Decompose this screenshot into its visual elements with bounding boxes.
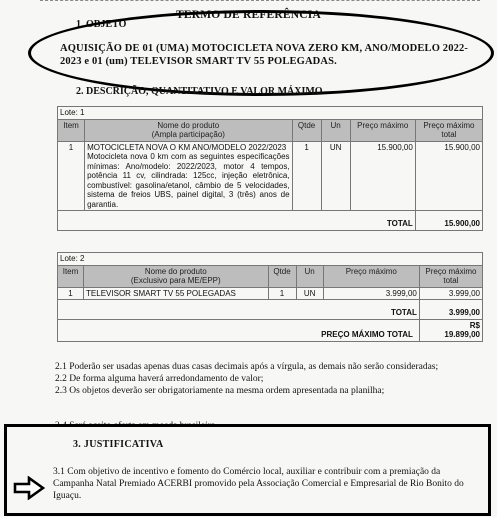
cell-produto xyxy=(85,141,292,211)
cell-un: UN xyxy=(296,287,323,300)
justificativa-box xyxy=(4,424,491,516)
note-item: 2.3 Os objetos deverão ser obrigatoriamente na mesma ordem apresentada na planilha; xyxy=(55,385,385,396)
produto-nome: MOTOCICLETA NOVA O KM ANO/MODELO 2022/2023 xyxy=(87,142,287,152)
highlight-ellipse xyxy=(28,10,494,96)
table-row xyxy=(58,287,483,300)
lote1-total-row xyxy=(58,211,483,231)
table-row xyxy=(58,141,483,211)
cell-total: 3.999,00 xyxy=(419,287,482,300)
note-item: 2.2 De forma alguma haverá arredondamento de valor; xyxy=(55,373,264,384)
total-label: TOTAL xyxy=(350,211,415,231)
note-item: 2.1 Poderão ser usadas apenas duas casas decimais após a vírgula, as demais não serão consideradas; xyxy=(55,362,439,372)
header-preco-max: Preço máximo xyxy=(350,119,415,141)
header-nome-sub: (Exclusivo para ME/EPP) xyxy=(130,276,221,285)
lote2-label: Lote: 2 xyxy=(58,253,483,266)
cell-preco: 3.999,00 xyxy=(323,287,419,300)
lote2-header-row xyxy=(58,265,483,287)
cell-produto: TELEVISOR SMART TV 55 POLEGADAS xyxy=(84,287,268,300)
total-value: 3.999,00 xyxy=(419,300,482,320)
header-item: Item xyxy=(58,265,84,287)
header-preco-total: Preço máximo total xyxy=(415,119,482,141)
currency-prefix: R$ xyxy=(469,320,480,330)
preco-maximo-total-value xyxy=(419,319,482,341)
preco-maximo-total-row xyxy=(58,319,483,341)
cell-un: UN xyxy=(321,141,350,211)
cell-qtde: 1 xyxy=(292,141,321,211)
produto-descricao: Motocicleta nova 0 km com as seguintes especificações mínimas: Ano/modelo: 2022/2023, motor 4 tempos, potência 11 cv, cilindrada: 125cc, injeção eletrônica, combustível: gasolina/etanol, câmbio de 5 velocidades, sistema de freios UBS, painel digital, 3 (três) anos de garantia. xyxy=(87,152,290,209)
preco-maximo-total-label xyxy=(323,319,419,341)
preco-maximo-total-number: 19.899,00 xyxy=(444,330,480,339)
cell-total: 15.900,00 xyxy=(415,141,482,211)
header-nome-label: Nome do produto xyxy=(144,266,207,276)
objeto-text: AQUISIÇÃO DE 01 (UMA) MOTOCICLETA NOVA ZERO KM, ANO/MODELO 2022-2023 e 01 (um) TELEVISOR SMART TV 55 POLEGADAS. xyxy=(60,43,469,67)
header-nome xyxy=(84,265,268,287)
notes-list xyxy=(55,362,483,397)
cell-item: 1 xyxy=(58,141,85,211)
header-nome-sub: (Ampla participação) xyxy=(151,130,225,139)
header-qtde: Qtde xyxy=(292,119,321,141)
lote1-label: Lote: 1 xyxy=(58,107,483,120)
page-top-rule xyxy=(40,0,480,2)
header-qtde: Qtde xyxy=(268,265,296,287)
lote1-table xyxy=(57,106,483,231)
cell-qtde: 1 xyxy=(268,287,296,300)
section-justificativa-heading: 3. JUSTIFICATIVA xyxy=(73,439,164,450)
header-preco-max: Preço máximo xyxy=(323,265,419,287)
header-item: Item xyxy=(58,119,85,141)
cell-item: 1 xyxy=(58,287,84,300)
total-value: 15.900,00 xyxy=(415,211,482,231)
header-un: Un xyxy=(296,265,323,287)
arrow-right-icon xyxy=(13,476,45,500)
header-preco-total: Preço máximo total xyxy=(419,265,482,287)
justificativa-text: 3.1 Com objetivo de incentivo e fomento do Comércio local, auxiliar e contribuir com a premiação da Campanha Natal Premiado ACERBI promovido pela Associação Comercial e Empresarial de Rio Bonito do Iguaçu. xyxy=(53,467,464,501)
section-objeto-heading: 1. OBJETO xyxy=(76,19,127,30)
document-title: TERMO DE REFERÊNCIA xyxy=(175,9,321,21)
lote2-total-row xyxy=(58,300,483,320)
lote2-table xyxy=(57,252,483,342)
header-un: Un xyxy=(321,119,350,141)
cell-preco: 15.900,00 xyxy=(350,141,415,211)
section-descricao-heading: 2. DESCRIÇÃO, QUANTITATIVO E VALOR MÁXIMO xyxy=(76,86,323,97)
lote1-header-row xyxy=(58,119,483,141)
total-label: TOTAL xyxy=(323,300,419,320)
header-nome xyxy=(85,119,292,141)
preco-maximo-total-label-text: PREÇO MÁXIMO TOTAL xyxy=(321,330,413,339)
header-nome-label: Nome do produto xyxy=(157,120,220,130)
